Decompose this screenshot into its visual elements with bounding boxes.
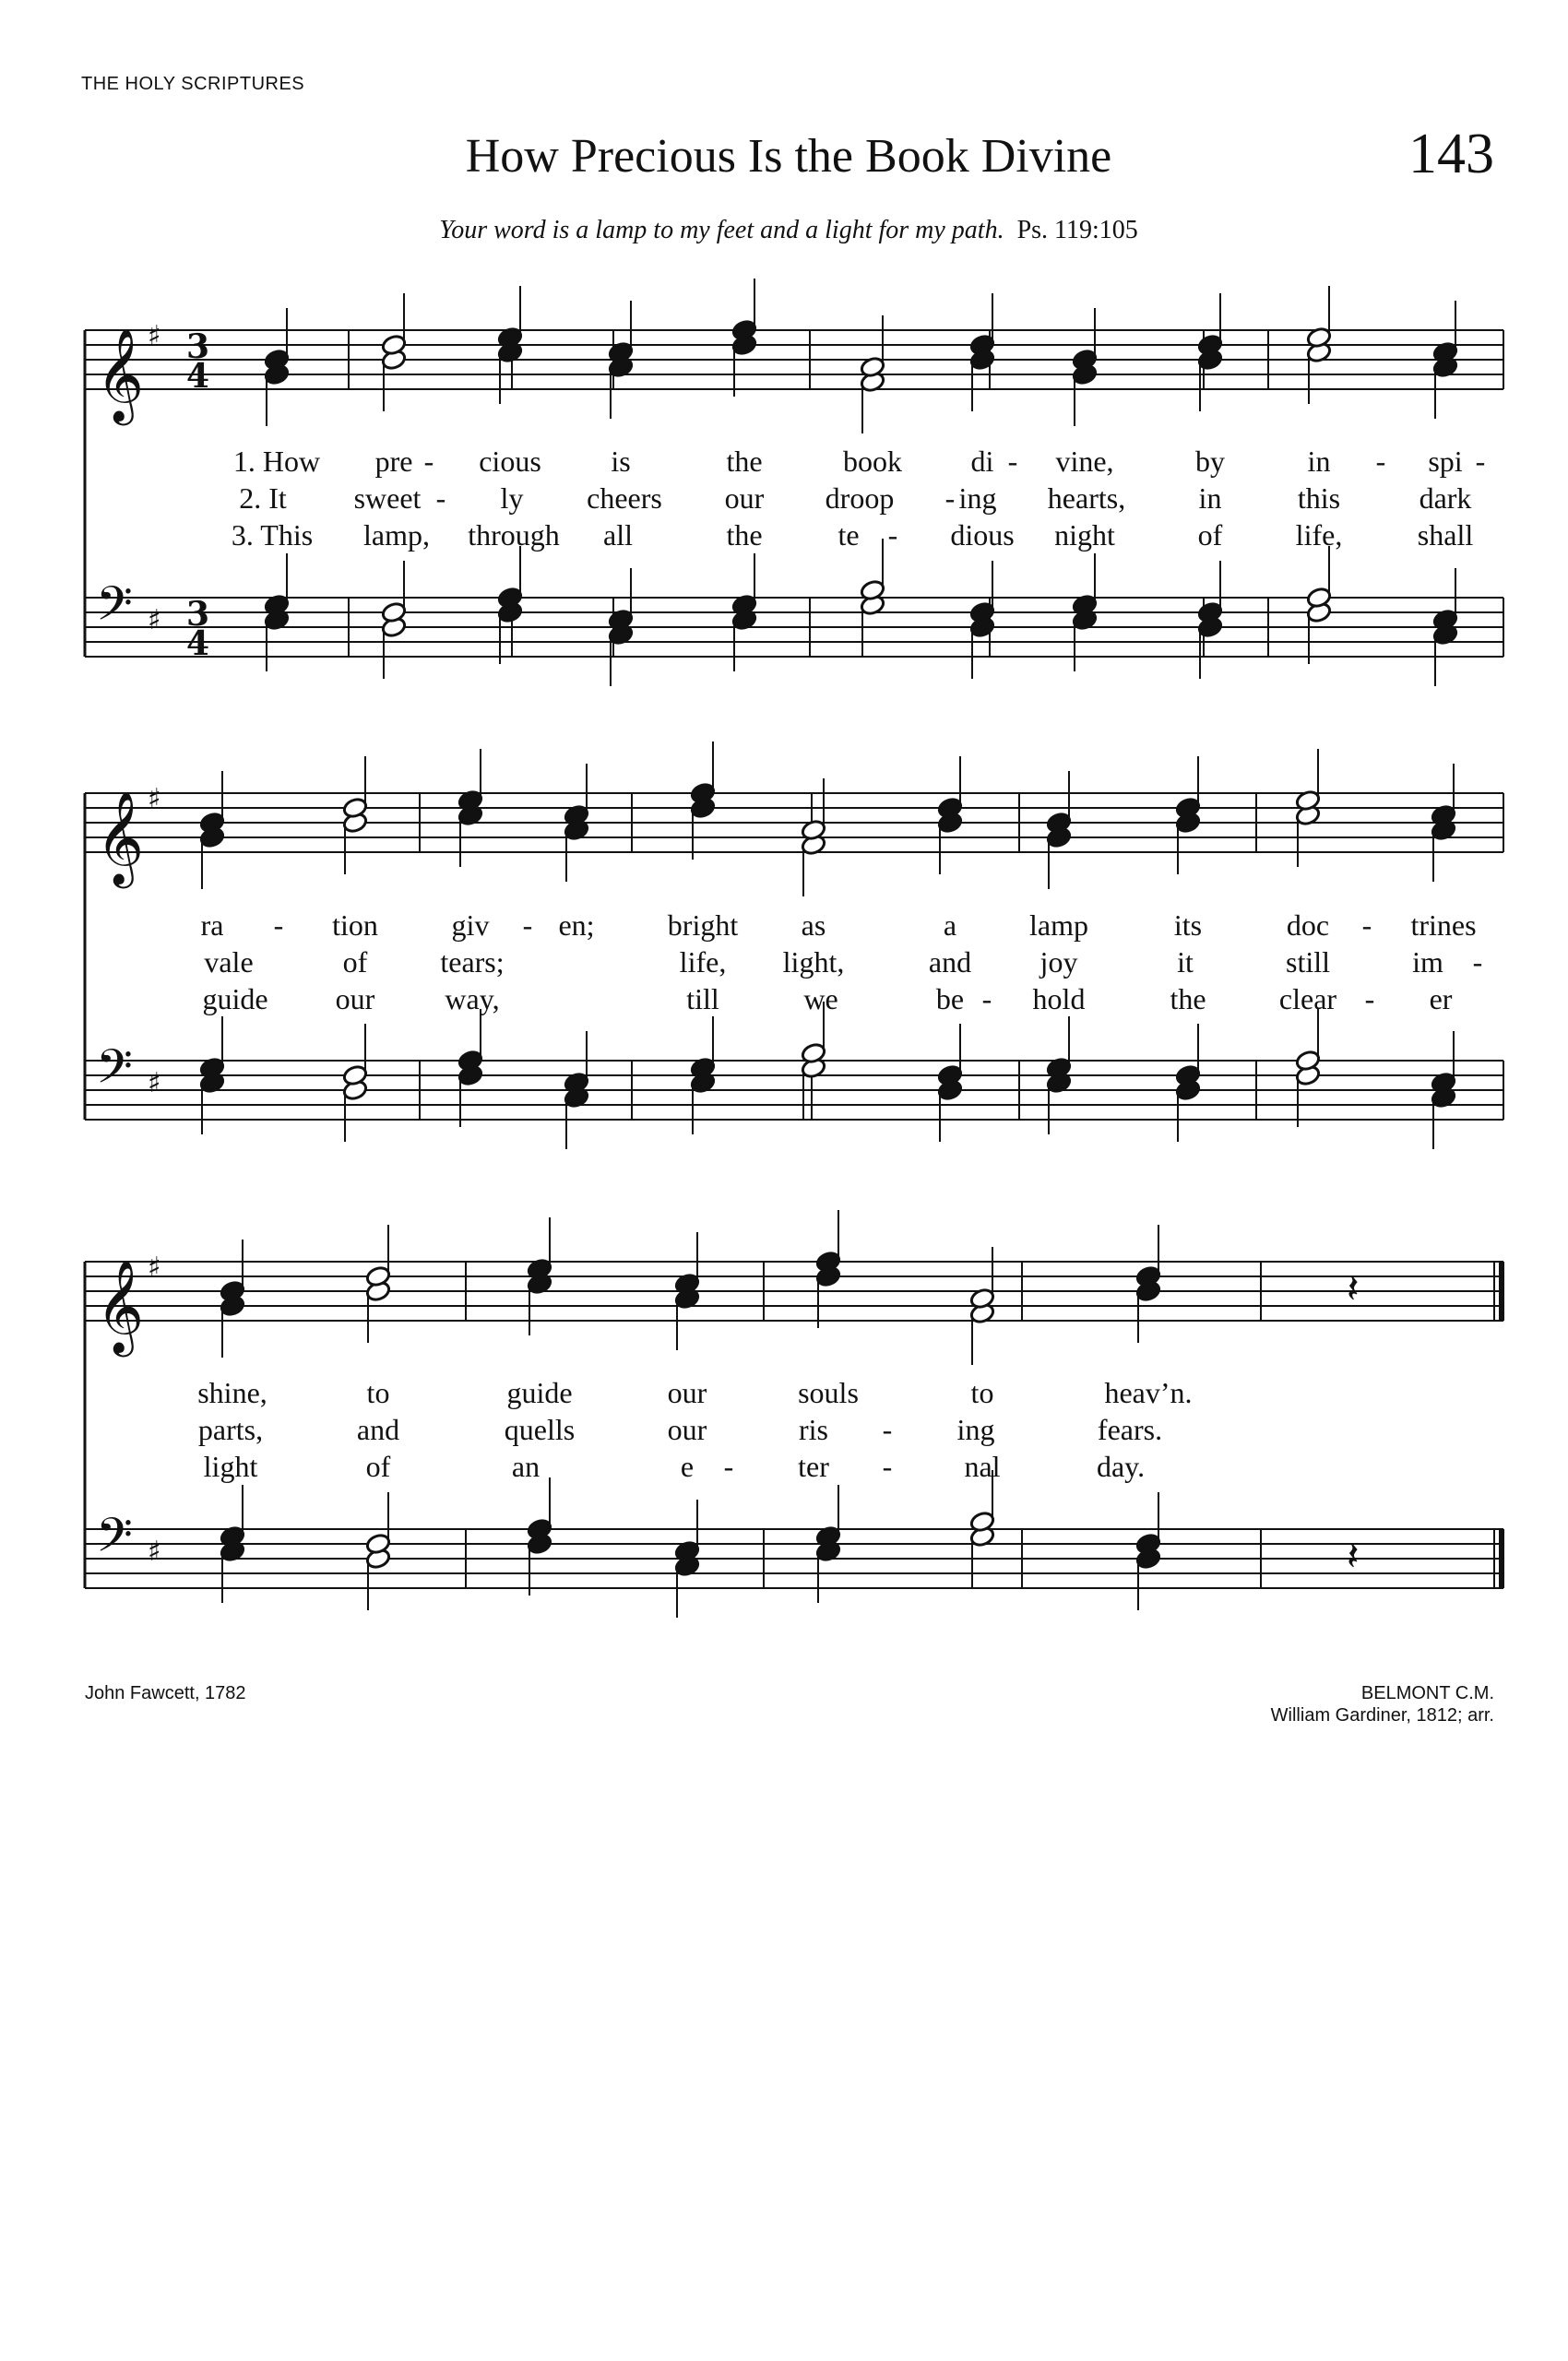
lyric-syllable: - (435, 481, 446, 515)
bass-clef-icon: 𝄢 (96, 575, 133, 643)
time-signature-top: 3 (186, 595, 210, 634)
lyric-syllable: - (981, 982, 992, 1015)
lyric-syllable: ing (958, 481, 997, 515)
lyric-syllable: 3. This (231, 518, 314, 552)
lyric-syllable: - (1007, 445, 1018, 478)
lyric-syllable: hearts, (1047, 481, 1126, 515)
lyric-syllable: giv (451, 908, 490, 942)
lyric-syllable: book (843, 445, 902, 478)
lyric-syllable: im (1412, 945, 1443, 979)
lyric-syllable: to (366, 1376, 390, 1409)
lyric-syllable: quells (504, 1413, 576, 1446)
lyric-syllable: ris (799, 1413, 828, 1446)
system-1 (85, 320, 1503, 663)
lyric-syllable: 1. How (232, 445, 321, 478)
lyric-syllable: en; (558, 908, 595, 942)
lyric-syllable: through (468, 518, 560, 552)
lyric-syllable: - (423, 445, 434, 478)
lyric-syllable: our (724, 481, 765, 515)
lyric-syllable: and (928, 945, 972, 979)
epigraph-text: Your word is a lamp to my feet and a light for my path. (439, 216, 1004, 244)
lyric-syllable: a (943, 908, 957, 942)
lyric-syllable: trines (1410, 908, 1477, 942)
lyric-syllable: te (837, 518, 860, 552)
lyric-syllable: - (1472, 945, 1483, 979)
epigraph-reference: Ps. 119:105 (1016, 216, 1138, 244)
lyric-syllable: life, (1295, 518, 1343, 552)
lyric-syllable: all (603, 518, 633, 552)
lyric-syllable: be (935, 982, 965, 1015)
lyric-syllable: di (970, 445, 994, 478)
lyric-syllable: light (203, 1450, 258, 1483)
lyric-syllable: doc (1286, 908, 1330, 942)
lyric-syllable: way, (445, 982, 500, 1015)
lyric-syllable: dark (1419, 481, 1472, 515)
key-signature-sharp-icon: ♯ (148, 320, 161, 352)
lyric-syllable: parts, (197, 1413, 264, 1446)
lyric-syllable: droop (825, 481, 895, 515)
composer-credit: William Gardiner, 1812; arr. (1270, 1705, 1494, 1726)
time-signature-top: 3 (186, 327, 210, 366)
treble-clef-icon: 𝄞 (96, 1258, 145, 1353)
lyric-syllable: vale (204, 945, 254, 979)
lyric-syllable: - (273, 908, 284, 942)
lyric-syllable: - (723, 1450, 734, 1483)
lyric-syllable: in (1307, 445, 1331, 478)
lyric-syllable: bright (667, 908, 739, 942)
lyric-syllable: our (667, 1376, 707, 1409)
lyric-syllable: lamp (1029, 908, 1088, 942)
key-signature-sharp-icon: ♯ (148, 783, 161, 815)
lyric-syllable: - (1361, 908, 1372, 942)
lyric-syllable: tears; (440, 945, 505, 979)
tune-name: BELMONT C.M. (1360, 1683, 1494, 1703)
quarter-rest-icon: 𝄽 (1347, 1265, 1360, 1312)
lyric-syllable: lamp, (363, 518, 430, 552)
lyric-syllable: sweet (353, 481, 422, 515)
lyric-syllable: hold (1032, 982, 1086, 1015)
lyric-syllable: it (1177, 945, 1194, 979)
lyric-syllable: this (1297, 481, 1341, 515)
key-signature-sharp-icon: ♯ (148, 604, 161, 636)
lyric-syllable: souls (798, 1376, 859, 1409)
lyric-syllable: our (667, 1413, 707, 1446)
lyric-syllable: shine, (197, 1376, 267, 1409)
lyric-syllable: cious (479, 445, 541, 478)
lyric-syllable: vine, (1055, 445, 1114, 478)
lyric-syllable: is (611, 445, 631, 478)
lyric-syllable: the (726, 518, 763, 552)
lyric-syllable: in (1198, 481, 1222, 515)
lyric-syllable: shall (1417, 518, 1474, 552)
lyric-syllable: as (801, 908, 826, 942)
treble-clef-icon: 𝄞 (96, 326, 145, 421)
key-signature-sharp-icon: ♯ (148, 1252, 161, 1284)
lyric-syllable: - (944, 481, 956, 515)
treble-clef-icon: 𝄞 (96, 789, 145, 884)
time-signature-bottom: 4 (186, 624, 210, 663)
lyric-syllable: joy (1039, 945, 1078, 979)
lyric-syllable: till (686, 982, 719, 1015)
lyric-syllable: - (1364, 982, 1375, 1015)
lyric-syllable: we (803, 982, 838, 1015)
lyric-syllable: light, (782, 945, 845, 979)
lyric-syllable: night (1054, 518, 1115, 552)
lyric-syllable: day. (1096, 1450, 1146, 1483)
lyric-syllable: ing (956, 1413, 995, 1446)
lyric-syllable: our (335, 982, 375, 1015)
hymn-title: How Precious Is the Book Divine (465, 130, 1112, 183)
lyric-syllable: - (522, 908, 533, 942)
lyric-syllable: the (1170, 982, 1206, 1015)
lyric-syllable: spi (1428, 445, 1463, 478)
bass-clef-icon: 𝄢 (96, 1038, 133, 1106)
lyric-syllable: - (887, 518, 898, 552)
lyric-syllable: e (680, 1450, 695, 1483)
lyric-syllable: nal (964, 1450, 1001, 1483)
lyric-syllable: pre (374, 445, 413, 478)
bass-clef-icon: 𝄢 (96, 1507, 133, 1574)
section-label: THE HOLY SCRIPTURES (81, 74, 305, 94)
lyric-syllable: - (1475, 445, 1486, 478)
lyric-syllable: by (1195, 445, 1225, 478)
lyric-syllable: - (882, 1413, 893, 1446)
hymn-number: 143 (1408, 123, 1494, 185)
lyric-syllable: - (1375, 445, 1386, 478)
lyric-syllable: clear (1278, 982, 1337, 1015)
tune-credit (1271, 1682, 1494, 1726)
system-3 (85, 1252, 1503, 1588)
lyric-syllable: life, (679, 945, 727, 979)
text-author-credit: John Fawcett, 1782 (85, 1683, 246, 1703)
lyric-syllable: ter (798, 1450, 829, 1483)
key-signature-sharp-icon: ♯ (148, 1536, 161, 1568)
lyric-syllable: ra (200, 908, 224, 942)
lyric-syllable: - (882, 1450, 893, 1483)
lyric-syllable: cheers (587, 481, 662, 515)
lyric-syllable: guide (202, 982, 268, 1015)
quarter-rest-icon: 𝄽 (1347, 1533, 1360, 1580)
lyric-syllable: of (342, 945, 368, 979)
lyric-syllable: heav’n. (1104, 1376, 1193, 1409)
lyric-syllable: the (726, 445, 763, 478)
lyric-syllable: tion (332, 908, 378, 942)
time-signature-bottom: 4 (186, 357, 210, 396)
lyric-syllable: ly (500, 481, 524, 515)
lyric-syllable: er (1429, 982, 1453, 1015)
lyric-syllable: an (511, 1450, 540, 1483)
lyric-syllable: of (365, 1450, 391, 1483)
key-signature-sharp-icon: ♯ (148, 1067, 161, 1099)
lyric-syllable: fears. (1097, 1413, 1163, 1446)
lyric-syllable: and (356, 1413, 400, 1446)
lyric-syllable: its (1173, 908, 1203, 942)
lyric-syllable: guide (506, 1376, 573, 1409)
lyric-syllable: of (1197, 518, 1223, 552)
lyric-syllable: dious (950, 518, 1015, 552)
lyric-syllable: still (1285, 945, 1331, 979)
lyric-syllable: to (970, 1376, 994, 1409)
lyric-syllable: 2. It (239, 481, 287, 515)
